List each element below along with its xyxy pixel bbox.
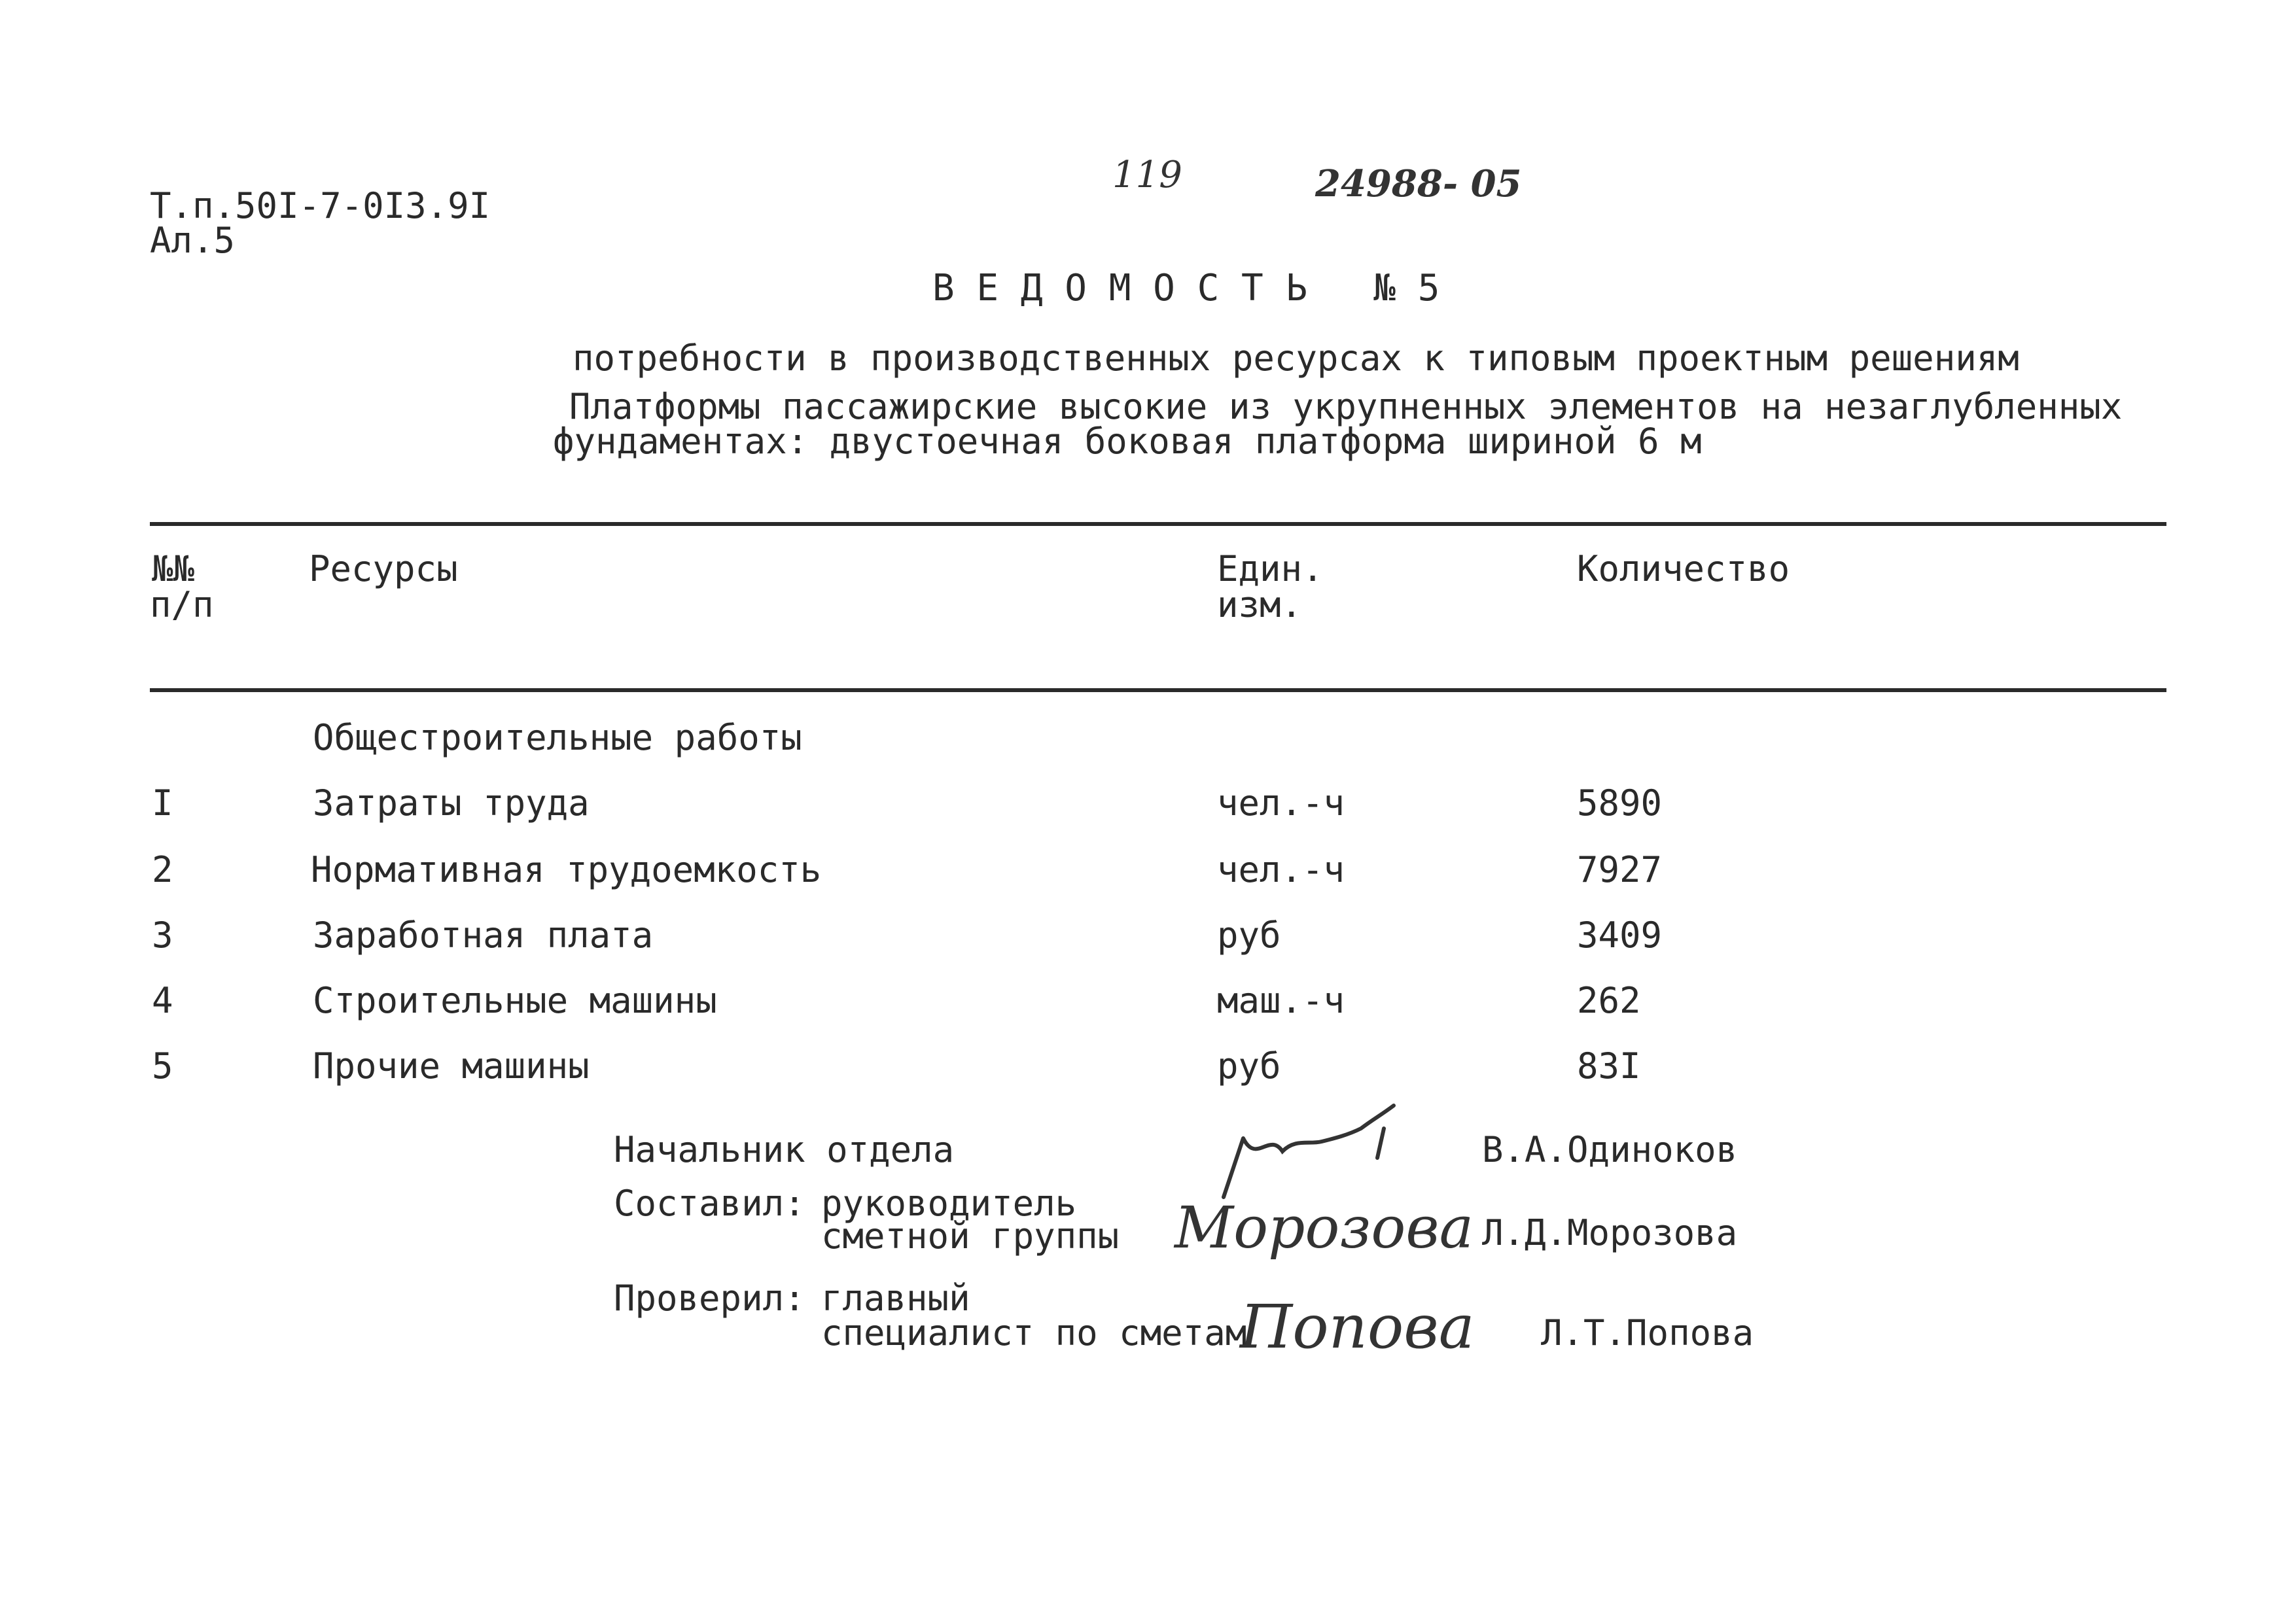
row-quantity: 3409 xyxy=(1577,915,1663,956)
head-role: Начальник отдела xyxy=(614,1129,955,1170)
row-unit: руб xyxy=(1217,1045,1281,1087)
head-name: В.А.Одиноков xyxy=(1482,1129,1738,1170)
row-quantity: 5890 xyxy=(1577,782,1663,824)
row-unit: маш.-ч xyxy=(1217,980,1345,1021)
col-header-unit-line-2: изм. xyxy=(1217,584,1303,625)
row-quantity: 262 xyxy=(1577,980,1641,1021)
row-resource: Прочие машины xyxy=(313,1045,590,1087)
row-quantity: 83I xyxy=(1577,1045,1641,1087)
checked-label: Проверил: xyxy=(614,1278,805,1319)
checked-position-line-1: главный xyxy=(821,1278,970,1319)
row-quantity: 7927 xyxy=(1577,849,1663,890)
col-header-quantity: Количество xyxy=(1577,548,1790,589)
row-unit: руб xyxy=(1217,915,1281,956)
row-number: 2 xyxy=(152,849,173,890)
row-resource: Затраты труда xyxy=(313,782,590,824)
compiled-label: Составил: xyxy=(614,1183,805,1224)
compiled-signature: Морозова xyxy=(1174,1194,1474,1261)
checked-signature: Попова xyxy=(1240,1292,1475,1362)
subtitle-line-1: потребности в производственных ресурсах к типовым проектным решениям xyxy=(573,338,2019,379)
row-unit: чел.-ч xyxy=(1217,782,1345,824)
row-number: 5 xyxy=(152,1045,173,1087)
checked-position-line-2: специалист по сметам xyxy=(821,1312,1247,1353)
row-number: I xyxy=(152,782,173,824)
document-code: Т.п.50I-7-0I3.9I xyxy=(150,185,491,226)
album-number: Ал.5 xyxy=(150,220,236,261)
subtitle-line-3: фундаментах: двустоечная боковая платформа шириной 6 м xyxy=(553,421,1702,462)
col-header-resources: Ресурсы xyxy=(309,548,458,589)
document-title: В Е Д О М О С Т Ь № 5 xyxy=(932,267,1440,309)
row-number: 4 xyxy=(152,980,173,1021)
table-header-rule xyxy=(150,688,2166,692)
inventory-number: 24988- 05 xyxy=(1315,162,1522,205)
subtitle-line-2: Платформы пассажирские высокие из укрупненных элементов на незаглубленных xyxy=(569,386,2123,427)
row-resource: Нормативная трудоемкость xyxy=(311,849,822,890)
col-header-num-line-1: №№ xyxy=(152,548,195,589)
row-resource: Строительные машины xyxy=(313,980,717,1021)
row-number: 3 xyxy=(152,915,173,956)
compiled-name: Л.Д.Морозова xyxy=(1482,1212,1738,1253)
table-top-rule xyxy=(150,522,2166,526)
compiled-position-line-1: руководитель xyxy=(821,1183,1077,1224)
col-header-unit-line-1: Един. xyxy=(1217,548,1324,589)
col-header-num-line-2: п/п xyxy=(150,584,214,625)
row-unit: чел.-ч xyxy=(1217,849,1345,890)
compiled-position-line-2: сметной группы xyxy=(821,1215,1120,1257)
checked-name: Л.Т.Попова xyxy=(1541,1312,1754,1353)
row-resource: Заработная плата xyxy=(313,915,654,956)
section-title: Общестроительные работы xyxy=(313,717,802,758)
page-number: 119 xyxy=(1112,154,1182,196)
